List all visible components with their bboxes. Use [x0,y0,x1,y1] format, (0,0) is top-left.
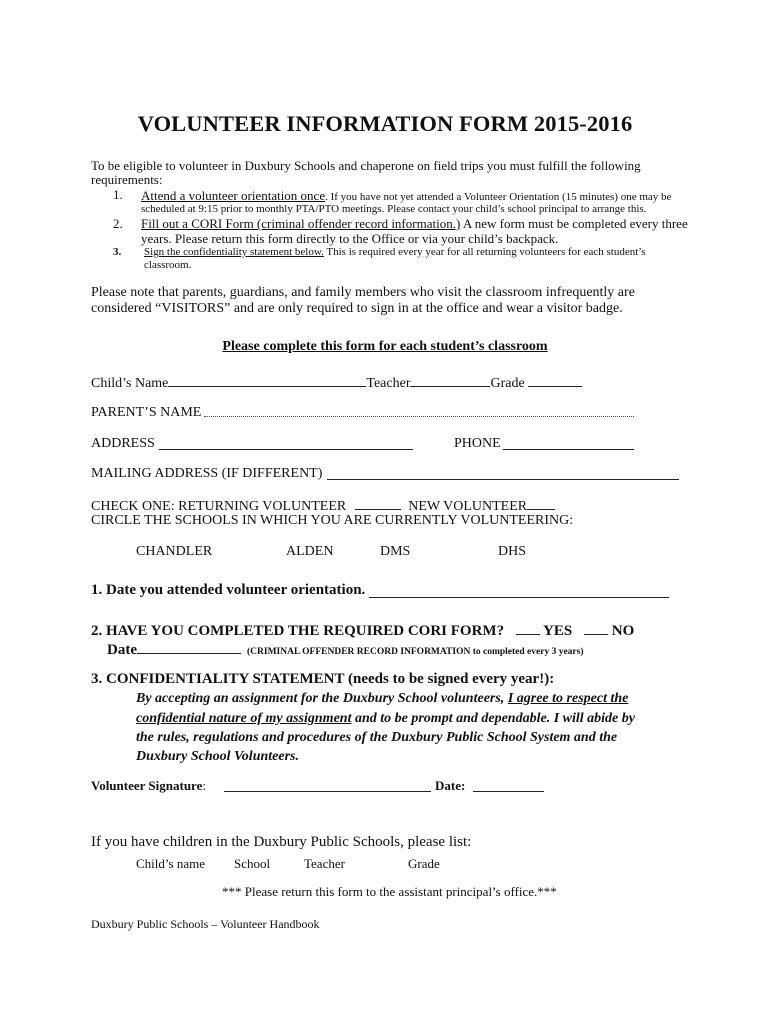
section-heading: Please complete this form for each student’s classroom [222,339,548,354]
form-title: VOLUNTEER INFORMATION FORM 2015-2016 [137,111,633,136]
mailing-address-field[interactable] [327,479,679,480]
child-name-field[interactable] [168,374,366,387]
parent-name-row [91,405,201,421]
signature-row [91,778,206,794]
statement-line-2a: confidential nature of my assignment [136,711,352,726]
signature-date-label: Date: [435,778,466,793]
school-dhs[interactable]: DHS [498,544,527,559]
question-2-row [91,621,634,640]
requirement-1-text-b: scheduled at 9:15 prior to monthly PTA/PTO meetings. Please contact your child’s school principal to arrange this. [141,203,647,215]
school-alden[interactable]: ALDEN [286,544,334,559]
requirement-2-number: 2. [113,216,123,231]
signature-field[interactable] [224,791,431,792]
cori-date-label: Date [107,642,137,658]
column-teacher: Teacher [304,856,345,871]
cori-yes-checkbox[interactable] [516,621,540,635]
requirement-1-text-a: . If you have not yet attended a Volunteer Orientation (15 minutes) one may be [325,191,672,203]
statement-line-2b: and to be prompt and dependable. I will abide by [351,711,635,726]
teacher-label: Teacher [366,376,411,391]
signature-colon: : [202,778,206,793]
signature-date-field[interactable] [473,791,544,792]
requirement-3-line-a [144,246,646,258]
new-volunteer-checkbox[interactable] [527,497,555,510]
requirement-2-text-a: A new form must be completed every three [460,216,688,231]
question-1: 1. Date you attended volunteer orientation. [91,582,366,598]
cori-no-label: NO [611,623,635,639]
cori-no-checkbox[interactable] [584,621,608,635]
returning-volunteer-checkbox[interactable] [355,497,401,510]
column-childs-name: Child’s name [136,856,205,871]
footer-text: Duxbury Public Schools – Volunteer Handbook [91,917,320,931]
column-school: School [234,856,271,871]
returning-volunteer-label: CHECK ONE: RETURNING VOLUNTEER [91,499,347,514]
requirement-2-text-b: years. Please return this form directly to the Office or via your child’s backpack. [141,231,559,246]
statement-line-2 [136,711,635,727]
statement-line-1a: By accepting an assignment for the Duxbury School volunteers, [136,691,508,706]
question-2-text: 2. HAVE YOU COMPLETED THE REQUIRED CORI FORM? [91,623,505,639]
address-field[interactable] [159,449,413,450]
cori-yes-label: YES [543,623,573,639]
question-3-heading: 3. CONFIDENTIALITY STATEMENT (needs to be signed every year!): [91,671,555,687]
return-note: *** Please return this form to the assistant principal’s office.*** [222,884,557,899]
parent-name-field[interactable] [204,416,634,417]
requirement-1-number: 1. [113,187,123,202]
cori-note: (CRIMINAL OFFENDER RECORD INFORMATION to completed every 3 years) [247,647,584,657]
intro-line-1: To be eligible to volunteer in Duxbury Schools and chaperone on field trips you must fulfill the following [91,158,641,173]
statement-line-1b: I agree to respect the [507,691,629,706]
requirement-2-link: Fill out a CORI Form (criminal offender record information.) [141,216,461,231]
phone-label: PHONE [454,436,501,451]
orientation-date-field[interactable] [369,597,669,598]
statement-line-4: Duxbury School Volunteers. [136,749,299,764]
visitors-note-line-2: considered “VISITORS” and are only required to sign in at the office and wear a visitor badge. [91,301,623,316]
child-teacher-grade-row [91,374,582,392]
cori-date-row [107,640,584,659]
children-list-heading: If you have children in the Duxbury Public Schools, please list: [91,834,472,850]
intro-line-2: requirements: [91,172,163,187]
statement-line-3: the rules, regulations and procedures of the Duxbury Public School System and the [136,730,618,745]
parent-name-label: PARENT’S NAME [91,405,202,420]
school-chandler[interactable]: CHANDLER [136,544,213,559]
statement-line-1 [136,691,628,707]
circle-schools-label: CIRCLE THE SCHOOLS IN WHICH YOU ARE CURRENTLY VOLUNTEERING: [91,513,574,528]
requirement-3-link: Sign the confidentiality statement below. [144,246,324,258]
new-volunteer-label: NEW VOLUNTEER [408,499,528,514]
mailing-address-label: MAILING ADDRESS (IF DIFFERENT) [91,466,323,481]
address-label: ADDRESS [91,436,155,451]
requirement-3-text-a: This is required every year for all returning volunteers for each student’s [323,246,646,258]
requirement-3-number: 3. [113,246,122,258]
phone-field[interactable] [503,449,634,450]
signature-label: Volunteer Signature [91,778,203,793]
requirement-3-text-b: classroom. [144,259,192,271]
column-grade: Grade [408,856,440,871]
visitors-note-line-1: Please note that parents, guardians, and family members who visit the classroom infrequently are [91,285,635,300]
requirement-2-line-a [141,216,688,232]
teacher-field[interactable] [410,374,490,387]
cori-date-field[interactable] [137,640,241,654]
child-name-label: Child’s Name [91,376,169,391]
grade-field[interactable] [528,374,582,387]
grade-label: Grade [490,376,525,391]
school-dms[interactable]: DMS [380,544,411,559]
requirement-1-link: Attend a volunteer orientation once [141,188,326,203]
